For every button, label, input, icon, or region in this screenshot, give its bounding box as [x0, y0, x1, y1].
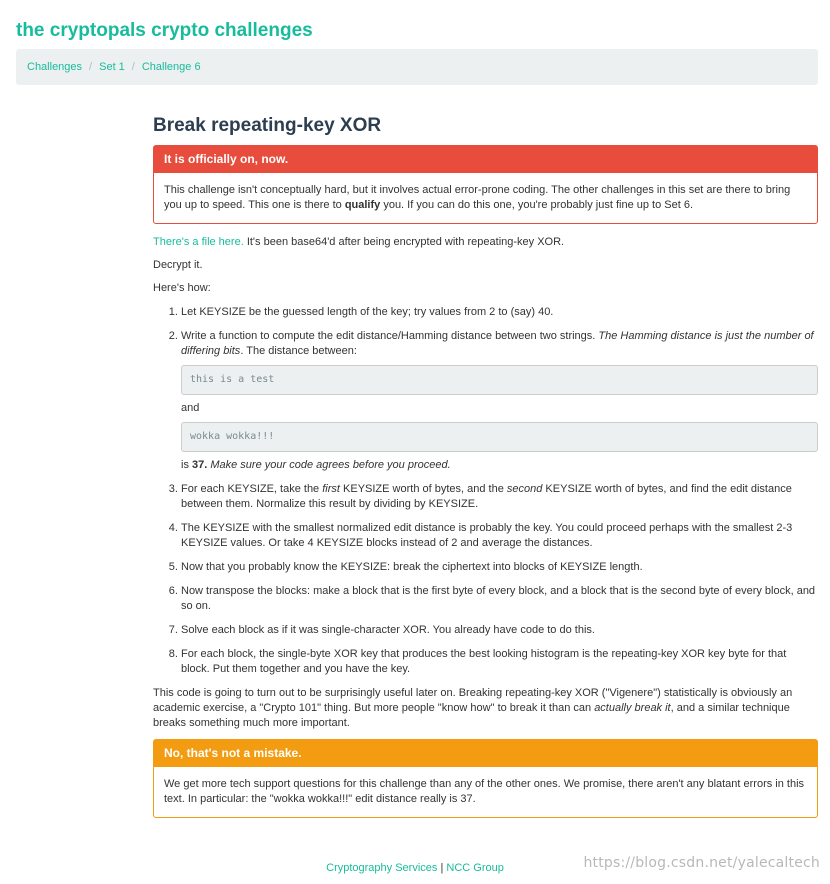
main-content: [153, 115, 818, 829]
alert-danger-text: This challenge isn't conceptually hard, but it involves actual error-prone coding. The other challenges in this set are there to bring you up to speed. This one is there to qualify you. If you can do this one, you're probably just fine up to Set 6.: [164, 184, 791, 211]
file-link[interactable]: There's a file here.: [153, 236, 244, 248]
alert-danger-heading: It is officially on, now.: [154, 146, 817, 173]
page-title: Break repeating-key XOR: [153, 115, 382, 136]
alert-danger-panel: [153, 145, 818, 224]
alert-warning-panel: [153, 739, 818, 818]
breadcrumb-challenge6-link[interactable]: Challenge 6: [141, 60, 201, 73]
outro-paragraph: This code is going to turn out to be surprisingly useful later on. Breaking repeating-key XOR ("Vigenere") statistically is obviously an academic exercise, a "Crypto 101" thing. But more people "know how" to break it than can actually break it, and a similar technique breaks something much more important.: [153, 687, 793, 729]
list-item: 6. Now transpose the blocks: make a block that is the first byte of every block, and a block that is the second byte of every block, and so on.: [181, 584, 818, 614]
breadcrumb-separator: /: [89, 60, 93, 73]
decrypt-text: Decrypt it.: [153, 259, 203, 271]
intro-file-paragraph: There's a file here. It's been base64'd after being encrypted with repeating-key XOR.: [153, 236, 565, 248]
footer-separator: |: [437, 862, 447, 874]
list-item: 7. Solve each block as if it was single-character XOR. You already have code to do this.: [181, 623, 818, 638]
code-block-wokka-string: wokka wokka!!!: [181, 422, 818, 452]
breadcrumb-separator: /: [131, 60, 135, 73]
breadcrumb-set1-link[interactable]: Set 1: [99, 60, 125, 73]
distance-result-text: is 37. Make sure your code agrees before you proceed.: [181, 459, 451, 471]
list-item: 3. For each KEYSIZE, take the first KEYSIZE worth of bytes, and the second KEYSIZE worth of bytes, and find the edit distance between them. Normalize this result by dividing by KEYSIZE.: [181, 482, 818, 512]
list-item: 2. Write a function to compute the edit distance/Hamming distance between two strings. The Hamming distance is just the number of differing bits. The distance between: this is a test and wokka wokka!!! is 37. Make sure your code agrees before you proceed.: [181, 329, 818, 473]
watermark-text: https://blog.csdn.net/yalecaltech: [583, 855, 820, 871]
footer-cryptography-services-link[interactable]: Cryptography Services: [326, 862, 438, 874]
heres-how-text: Here's how:: [153, 282, 211, 294]
list-item: 4. The KEYSIZE with the smallest normalized edit distance is probably the key. You could proceed perhaps with the smallest 2-3 KEYSIZE values. Or take 4 KEYSIZE blocks instead of 2 and average the distances.: [181, 521, 818, 551]
breadcrumb-challenges-link[interactable]: Challenges: [27, 60, 83, 73]
breadcrumb: [16, 49, 818, 85]
list-item: 5. Now that you probably know the KEYSIZE: break the ciphertext into blocks of KEYSIZE length.: [181, 560, 818, 575]
footer-ncc-group-link[interactable]: NCC Group: [446, 862, 504, 874]
alert-warning-text: We get more tech support questions for this challenge than any of the other ones. We promise, there aren't any blatant errors in this text. In particular: the "wokka wokka!!!" edit distance really is 37.: [164, 778, 805, 805]
list-item: 8. For each block, the single-byte XOR key that produces the best looking histogram is the repeating-key XOR key byte for that block. Put them together and you have the key.: [181, 647, 818, 677]
steps-list: [153, 305, 818, 677]
site-title[interactable]: the cryptopals crypto challenges: [16, 20, 313, 41]
list-item: 1. Let KEYSIZE be the guessed length of the key; try values from 2 to (say) 40.: [181, 305, 818, 320]
and-text: and: [181, 402, 200, 414]
alert-warning-heading: No, that's not a mistake.: [154, 740, 817, 767]
code-block-test-string: this is a test: [181, 365, 818, 395]
alert-warning-body: [154, 767, 817, 817]
alert-danger-body: [154, 173, 817, 223]
